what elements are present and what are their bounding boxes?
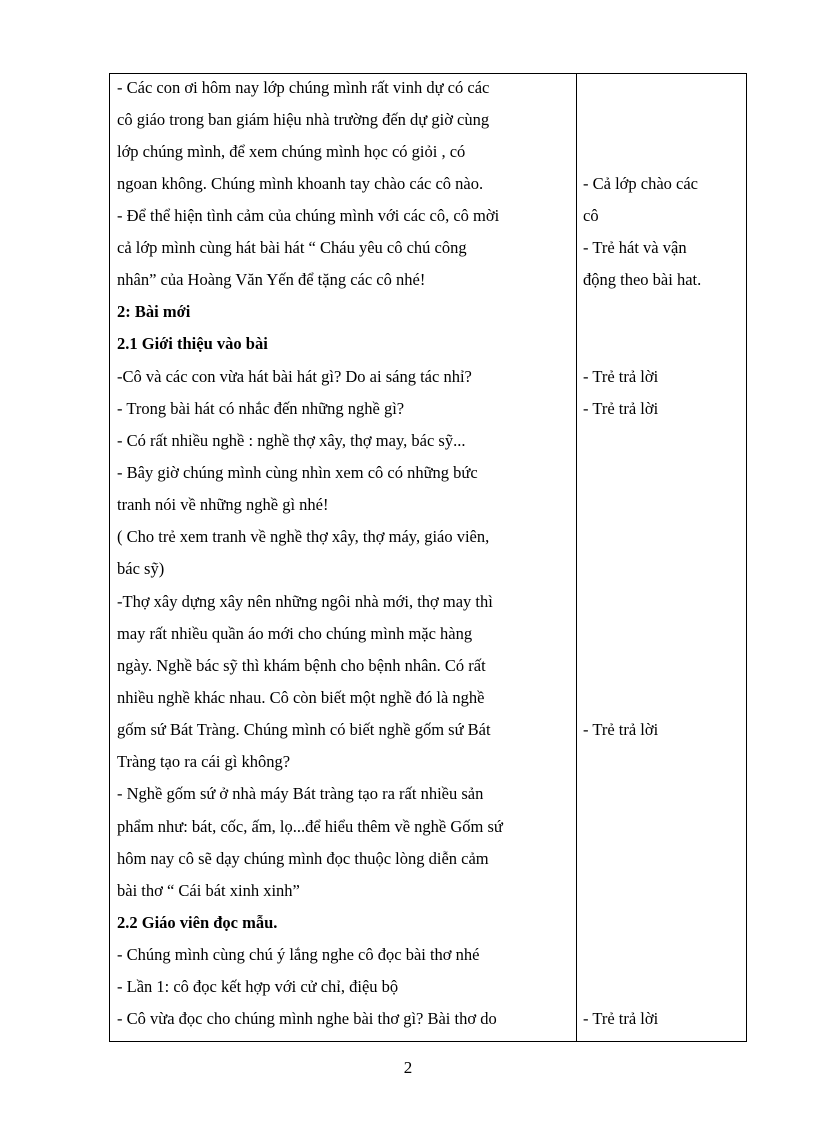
- teacher-text-line: cả lớp mình cùng hát bài hát “ Cháu yêu cô chú công: [117, 238, 467, 257]
- student-activity-line: - Trẻ trả lời: [583, 1009, 659, 1028]
- teacher-text-line: bác sỹ): [117, 559, 165, 578]
- column-divider: [576, 74, 577, 1041]
- student-activity-line: động theo bài hat.: [583, 270, 702, 289]
- teacher-text-line: hôm nay cô sẽ dạy chúng mình đọc thuộc lòng diễn cảm: [117, 849, 489, 868]
- student-activity-line: cô: [583, 206, 599, 225]
- teacher-text-line: ngoan không. Chúng mình khoanh tay chào các cô nào.: [117, 174, 484, 193]
- teacher-text-line: lớp chúng mình, để xem chúng mình học có giỏi , có: [117, 142, 466, 161]
- teacher-text-line: tranh nói về những nghề gì nhé!: [117, 495, 329, 514]
- teacher-text-line: - Lần 1: cô đọc kết hợp với cử chỉ, điệu bộ: [117, 977, 399, 996]
- teacher-text-line: may rất nhiều quần áo mới cho chúng mình mặc hàng: [117, 624, 473, 643]
- teacher-text-line: cô giáo trong ban giám hiệu nhà trường đến dự giờ cùng: [117, 110, 490, 129]
- teacher-text-line: ( Cho trẻ xem tranh về nghề thợ xây, thợ máy, giáo viên,: [117, 527, 490, 546]
- student-activity-line: - Trẻ trả lời: [583, 367, 659, 386]
- section-heading: 2.2 Giáo viên đọc mẫu.: [117, 913, 278, 932]
- teacher-text-line: - Nghề gốm sứ ở nhà máy Bát tràng tạo ra rất nhiều sản: [117, 784, 484, 803]
- teacher-text-line: Tràng tạo ra cái gì không?: [117, 752, 291, 771]
- teacher-text-line: gốm sứ Bát Tràng. Chúng mình có biết nghề gốm sứ Bát: [117, 720, 491, 739]
- teacher-text-line: -Thợ xây dựng xây nên những ngôi nhà mới, thợ may thì: [117, 592, 493, 611]
- section-heading: 2: Bài mới: [117, 302, 191, 321]
- teacher-text-line: - Có rất nhiều nghề : nghề thợ xây, thợ may, bác sỹ...: [117, 431, 466, 450]
- teacher-text-line: -Cô và các con vừa hát bài hát gì? Do ai sáng tác nhỉ?: [117, 367, 472, 386]
- section-heading: 2.1 Giới thiệu vào bài: [117, 334, 268, 353]
- student-activity-line: - Trẻ hát và vận: [583, 238, 687, 257]
- lesson-table: [109, 73, 747, 1042]
- teacher-text-line: - Cô vừa đọc cho chúng mình nghe bài thơ gì? Bài thơ do: [117, 1009, 497, 1028]
- teacher-text-line: ngày. Nghề bác sỹ thì khám bệnh cho bệnh nhân. Có rất: [117, 656, 486, 675]
- page-number: 2: [403, 1058, 413, 1077]
- teacher-text-line: nhiều nghề khác nhau. Cô còn biết một nghề đó là nghề: [117, 688, 485, 707]
- student-activity-line: - Trẻ trả lời: [583, 399, 659, 418]
- teacher-text-line: nhân” của Hoàng Văn Yến để tặng các cô nhé!: [117, 270, 426, 289]
- teacher-text-line: phẩm như: bát, cốc, ấm, lọ...để hiểu thêm về nghề Gốm sứ: [117, 817, 503, 836]
- student-activity-line: - Trẻ trả lời: [583, 720, 659, 739]
- student-activity-line: - Cả lớp chào các: [583, 174, 699, 193]
- teacher-text-line: - Trong bài hát có nhắc đến những nghề gì?: [117, 399, 405, 418]
- teacher-text-line: - Bây giờ chúng mình cùng nhìn xem cô có những bức: [117, 463, 478, 482]
- teacher-text-line: - Để thể hiện tình cảm của chúng mình với các cô, cô mời: [117, 206, 500, 225]
- teacher-text-line: bài thơ “ Cái bát xinh xinh”: [117, 881, 300, 900]
- teacher-text-line: - Chúng mình cùng chú ý lắng nghe cô đọc bài thơ nhé: [117, 945, 480, 964]
- teacher-text-line: - Các con ơi hôm nay lớp chúng mình rất vinh dự có các: [117, 78, 490, 97]
